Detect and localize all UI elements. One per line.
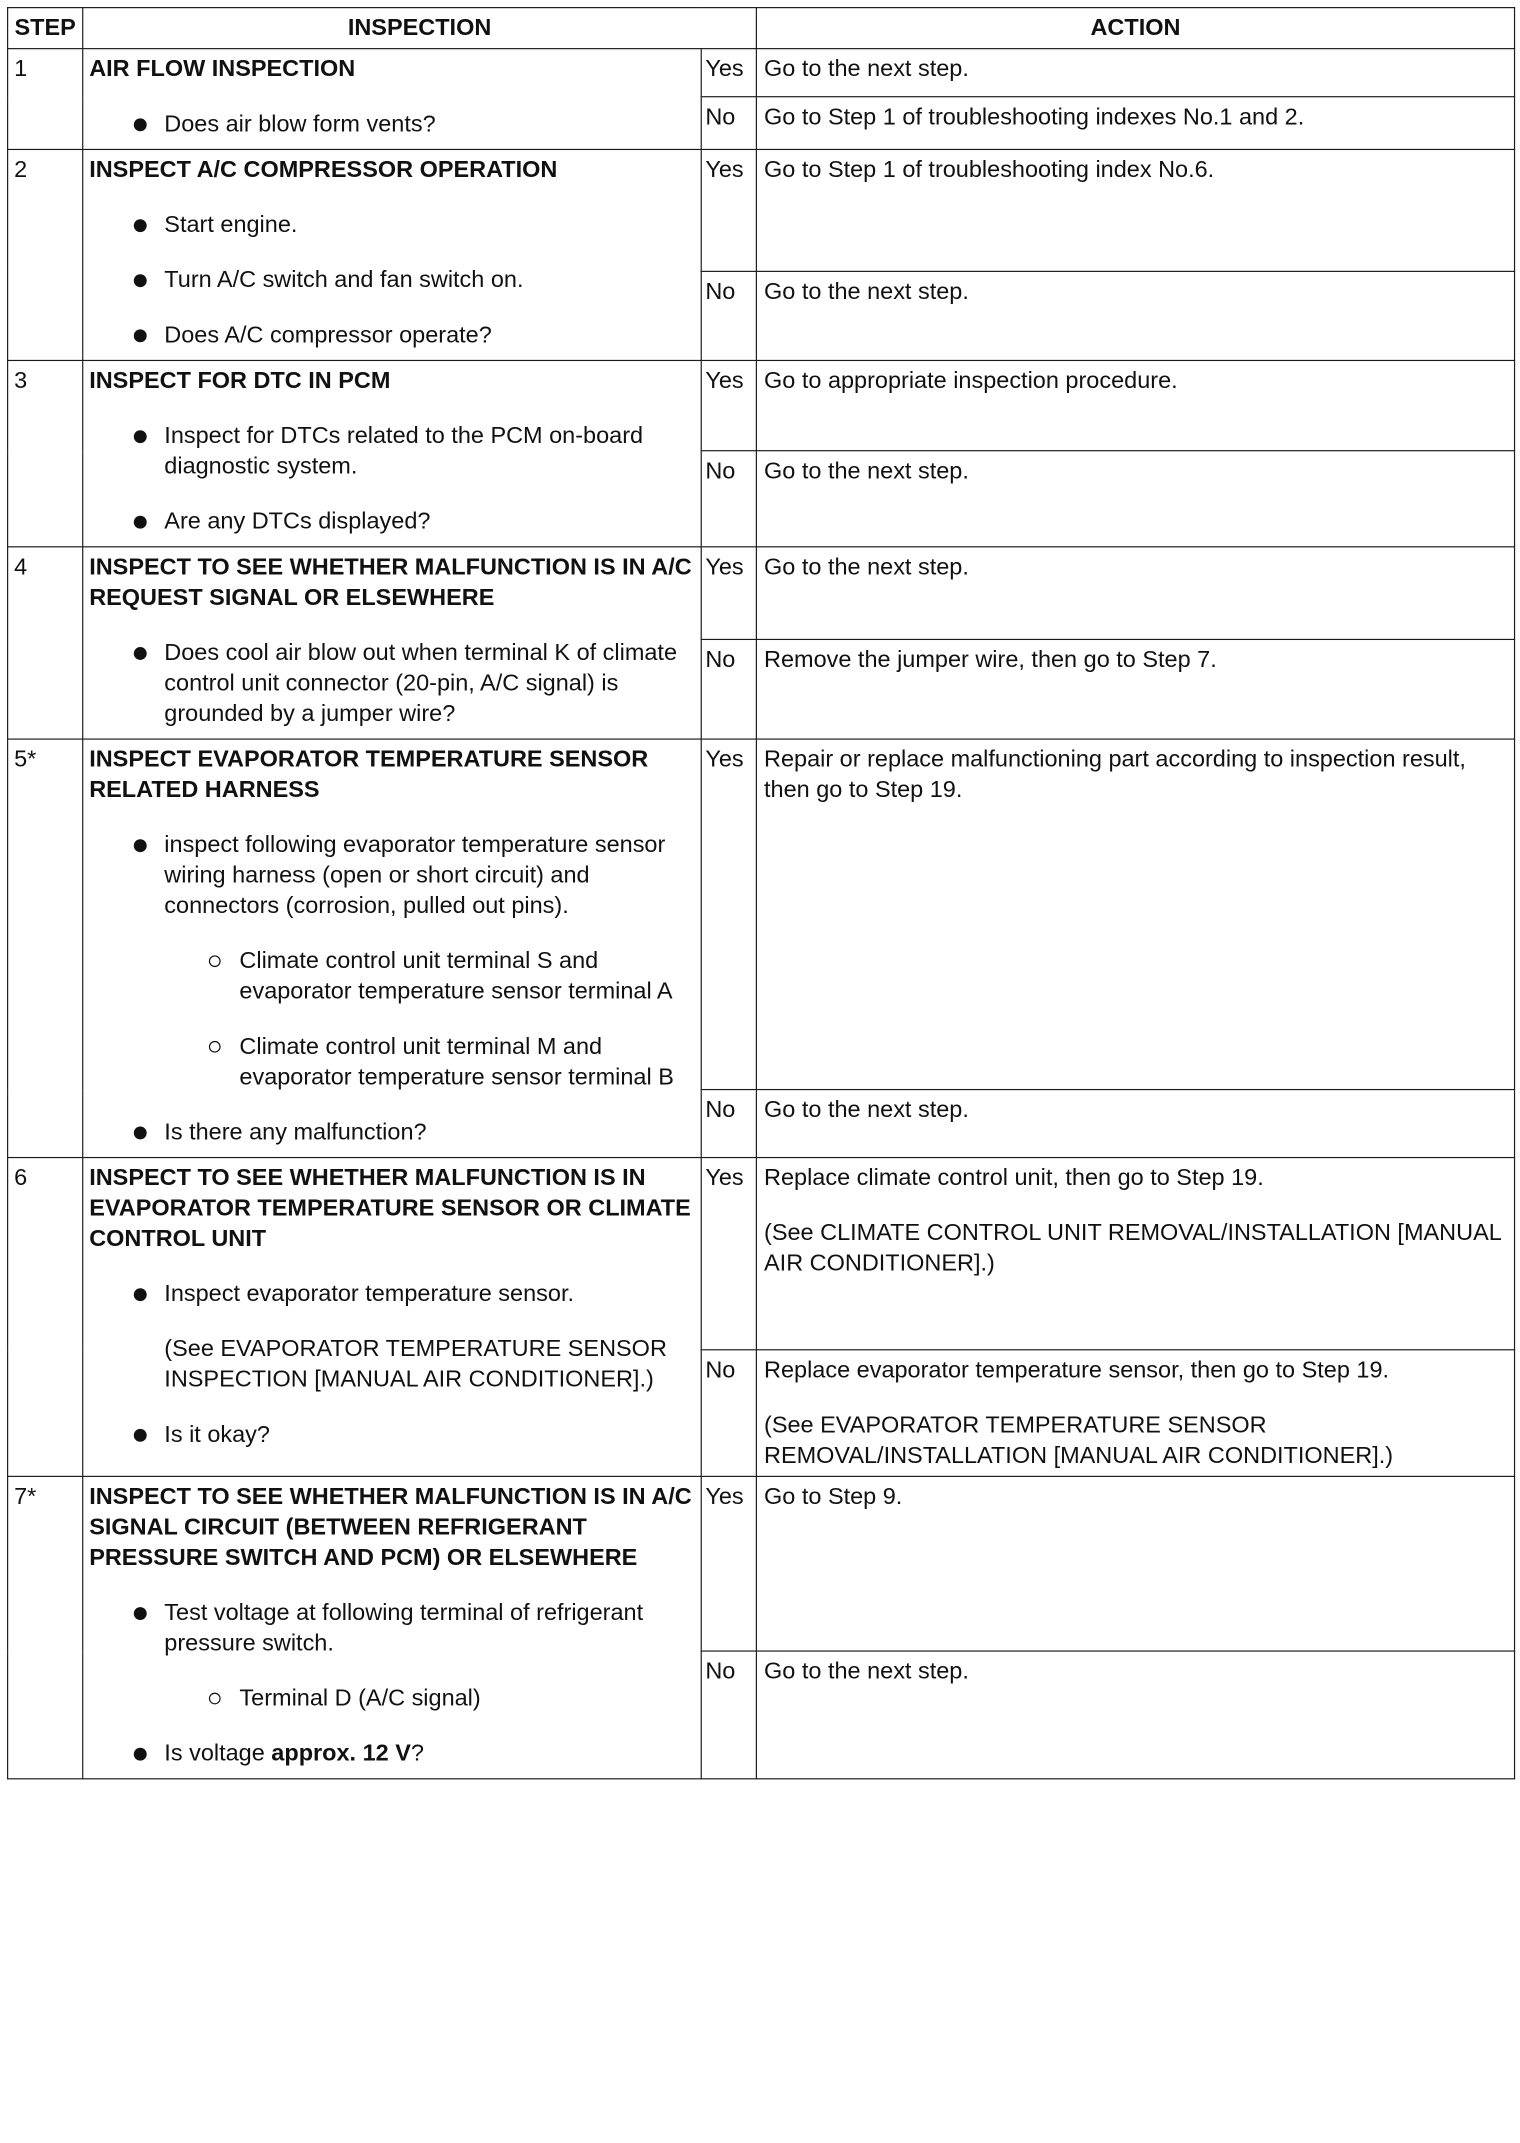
bullet-item: Is it okay?	[89, 1420, 693, 1450]
no-label: No	[701, 97, 756, 150]
step-number: 5*	[8, 739, 83, 1157]
inspection-cell	[83, 547, 701, 739]
inspection-title: INSPECT EVAPORATOR TEMPERATURE SENSOR RELATED HARNESS	[89, 746, 649, 803]
yes-label: Yes	[701, 1158, 756, 1350]
no-label: No	[701, 639, 756, 739]
header-action: ACTION	[756, 8, 1514, 49]
no-reference: (See EVAPORATOR TEMPERATURE SENSOR REMOVAL/INSTALLATION [MANUAL AIR CONDITIONER].)	[764, 1412, 1394, 1469]
yes-reference: (See CLIMATE CONTROL UNIT REMOVAL/INSTALLATION [MANUAL AIR CONDITIONER].)	[764, 1220, 1501, 1277]
sub-bullet-item: Climate control unit terminal M and evaporator temperature sensor terminal B	[89, 1032, 693, 1093]
bullet-item: Does cool air blow out when terminal K of climate control unit connector (20-pin, A/C signal) is grounded by a jumper wire?	[89, 638, 693, 729]
no-action: Go to the next step.	[756, 451, 1514, 547]
step-number: 6	[8, 1158, 83, 1477]
step-number: 3	[8, 360, 83, 546]
inspection-cell	[83, 149, 701, 360]
bullet-item: Is there any malfunction?	[89, 1117, 693, 1147]
table-row	[8, 547, 1515, 640]
yes-action: Go to appropriate inspection procedure.	[756, 360, 1514, 450]
troubleshooting-table	[7, 7, 1515, 1779]
bullet-item: Does air blow form vents?	[89, 109, 693, 139]
no-label: No	[701, 1350, 756, 1477]
no-action: Go to Step 1 of troubleshooting indexes No.1 and 2.	[756, 97, 1514, 150]
yes-label: Yes	[701, 1476, 756, 1651]
bullet-emphasis: approx. 12 V	[271, 1740, 411, 1767]
table-row	[8, 739, 1515, 1089]
yes-label: Yes	[701, 360, 756, 450]
header-step: STEP	[8, 8, 83, 49]
table-row	[8, 360, 1515, 450]
no-action: Go to the next step.	[756, 271, 1514, 360]
yes-action: Go to Step 1 of troubleshooting index No.6.	[756, 149, 1514, 271]
inspection-title: INSPECT TO SEE WHETHER MALFUNCTION IS IN A/C SIGNAL CIRCUIT (BETWEEN REFRIGERANT PRESSURE SWITCH AND PCM) OR ELSEWHERE	[89, 1484, 692, 1571]
yes-action: Replace climate control unit, then go to Step 19.	[764, 1165, 1264, 1191]
yes-label: Yes	[701, 547, 756, 640]
table-row	[8, 1158, 1515, 1350]
yes-action: Repair or replace malfunctioning part according to inspection result, then go to Step 19.	[756, 739, 1514, 1089]
bullet-item: Test voltage at following terminal of refrigerant pressure switch.	[89, 1598, 693, 1659]
inspection-cell	[83, 739, 701, 1157]
table-row	[8, 49, 1515, 97]
table-row	[8, 1476, 1515, 1651]
header-inspection: INSPECTION	[83, 8, 757, 49]
inspection-title: INSPECT TO SEE WHETHER MALFUNCTION IS IN EVAPORATOR TEMPERATURE SENSOR OR CLIMATE CONTROL UNIT	[89, 1165, 691, 1252]
bullet-item: Start engine.	[89, 210, 693, 240]
sub-bullet-item: Terminal D (A/C signal)	[89, 1683, 693, 1713]
inspection-cell	[83, 1158, 701, 1477]
no-action: Go to the next step.	[756, 1651, 1514, 1779]
sub-bullet-item: Climate control unit terminal S and evaporator temperature sensor terminal A	[89, 946, 693, 1007]
yes-action-cell	[756, 1158, 1514, 1350]
bullet-text-end: ?	[410, 1740, 424, 1767]
bullet-item: Are any DTCs displayed?	[89, 506, 693, 536]
no-label: No	[701, 271, 756, 360]
yes-label: Yes	[701, 739, 756, 1089]
inspection-title: INSPECT A/C COMPRESSOR OPERATION	[89, 157, 558, 183]
no-action-cell	[756, 1350, 1514, 1477]
no-label: No	[701, 1651, 756, 1779]
no-label: No	[701, 1090, 756, 1158]
reference-note: (See EVAPORATOR TEMPERATURE SENSOR INSPECTION [MANUAL AIR CONDITIONER].)	[164, 1336, 667, 1393]
inspection-cell	[83, 360, 701, 546]
bullet-item: Turn A/C switch and fan switch on.	[89, 265, 693, 295]
bullet-text: Is voltage	[164, 1740, 272, 1767]
bullet-item: Does A/C compressor operate?	[89, 320, 693, 350]
bullet-item	[89, 1738, 693, 1768]
yes-action: Go to Step 9.	[756, 1476, 1514, 1651]
no-action: Go to the next step.	[756, 1090, 1514, 1158]
yes-label: Yes	[701, 149, 756, 271]
bullet-item: Inspect for DTCs related to the PCM on-board diagnostic system.	[89, 421, 693, 482]
table-row	[8, 149, 1515, 271]
yes-action: Go to the next step.	[756, 547, 1514, 640]
step-number: 2	[8, 149, 83, 360]
yes-action: Go to the next step.	[756, 49, 1514, 97]
inspection-title: INSPECT TO SEE WHETHER MALFUNCTION IS IN A/C REQUEST SIGNAL OR ELSEWHERE	[89, 554, 692, 611]
no-action: Remove the jumper wire, then go to Step 7.	[756, 639, 1514, 739]
inspection-cell	[83, 49, 701, 150]
step-number: 1	[8, 49, 83, 150]
header-row	[8, 8, 1515, 49]
no-action: Replace evaporator temperature sensor, then go to Step 19.	[764, 1357, 1390, 1384]
bullet-item: Inspect evaporator temperature sensor.	[89, 1279, 693, 1309]
bullet-item: inspect following evaporator temperature sensor wiring harness (open or short circuit) and connectors (corrosion, pulled out pins).	[89, 830, 693, 921]
no-label: No	[701, 451, 756, 547]
yes-label: Yes	[701, 49, 756, 97]
step-number: 4	[8, 547, 83, 739]
step-number: 7*	[8, 1476, 83, 1778]
inspection-title: INSPECT FOR DTC IN PCM	[89, 368, 391, 394]
inspection-cell	[83, 1476, 701, 1778]
inspection-title: AIR FLOW INSPECTION	[89, 56, 356, 83]
